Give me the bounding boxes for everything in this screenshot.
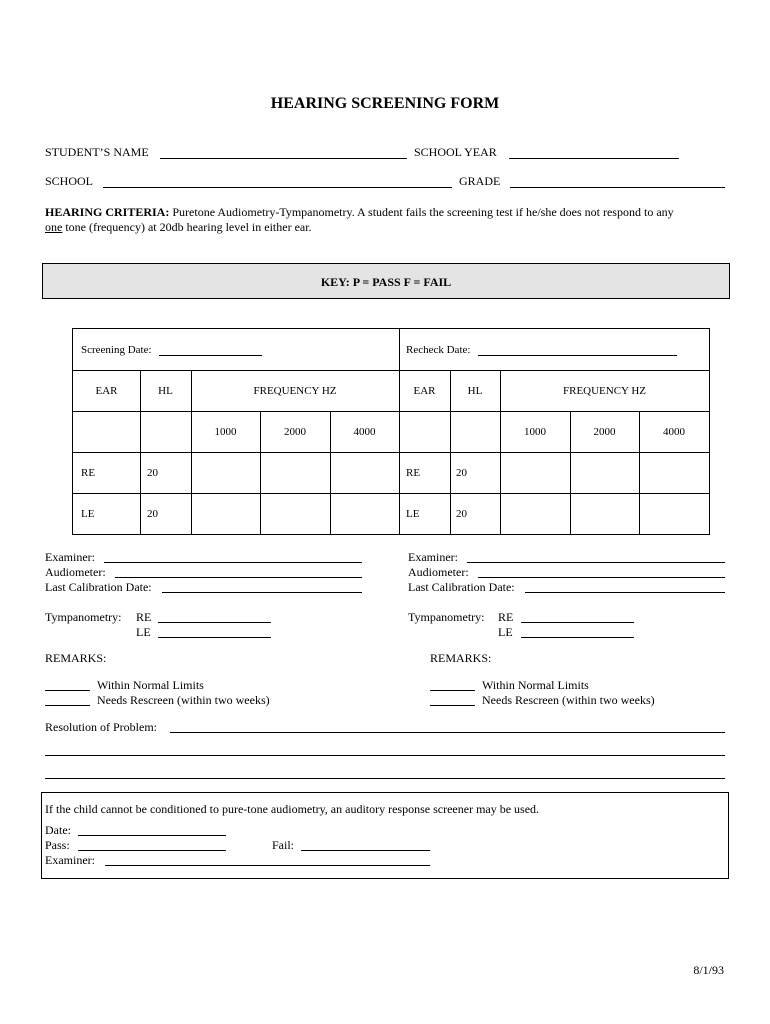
student-name-label: STUDENT’S NAME xyxy=(45,145,149,159)
auditory-screener-note: If the child cannot be conditioned to pure-tone audiometry, an auditory response screener may be used. xyxy=(45,802,540,816)
criteria-line-1 xyxy=(45,205,674,220)
freq-1000-left: 1000 xyxy=(214,426,237,438)
table-rule xyxy=(73,370,709,371)
re-hl-right: 20 xyxy=(456,467,467,479)
screening-date-field[interactable] xyxy=(159,355,262,356)
date-label: Date: xyxy=(45,823,71,837)
resolution-label: Resolution of Problem: xyxy=(45,720,157,734)
freq-4000-right: 4000 xyxy=(663,426,685,438)
examiner-field-right[interactable] xyxy=(467,562,725,563)
freq-header-right: FREQUENCY HZ xyxy=(562,385,646,397)
resolution-field-line-2[interactable] xyxy=(45,755,725,756)
hl-header-left: HL xyxy=(158,385,173,397)
remark-check-2-left[interactable] xyxy=(45,705,90,706)
remark-check-2-right[interactable] xyxy=(430,705,475,706)
tymp-re-field-right[interactable] xyxy=(521,622,634,623)
table-rule xyxy=(73,452,709,453)
tymp-re-field-left[interactable] xyxy=(158,622,271,623)
tymp-le-label-left: LE xyxy=(136,625,151,639)
tymp-le-label-right: LE xyxy=(498,625,513,639)
calibration-field-right[interactable] xyxy=(525,592,725,593)
student-name-field[interactable] xyxy=(160,158,407,159)
ear-header-right: EAR xyxy=(413,385,436,397)
screening-table xyxy=(72,328,710,535)
freq-header-left: FREQUENCY HZ xyxy=(253,385,337,397)
page-title: HEARING SCREENING FORM xyxy=(270,95,500,112)
recheck-date-field[interactable] xyxy=(478,355,677,356)
table-rule xyxy=(73,493,709,494)
examiner-field-left[interactable] xyxy=(104,562,362,563)
ear-header-left: EAR xyxy=(95,385,118,397)
auditory-screener-box xyxy=(41,792,729,879)
calibration-label-right: Last Calibration Date: xyxy=(408,580,515,594)
tymp-le-field-right[interactable] xyxy=(521,637,634,638)
calibration-label-left: Last Calibration Date: xyxy=(45,580,152,594)
tympanometry-label-left: Tympanometry: xyxy=(45,610,122,624)
remark-check-1-right[interactable] xyxy=(430,690,475,691)
re-label-right: RE xyxy=(406,467,421,479)
tympanometry-label-right: Tympanometry: xyxy=(408,610,485,624)
key-box xyxy=(42,263,730,299)
criteria-emphasis: one xyxy=(45,220,63,234)
fail-label: Fail: xyxy=(272,838,295,852)
key-label: KEY: P = PASS F = FAIL xyxy=(320,275,452,289)
screening-date-label: Screening Date: xyxy=(81,344,152,356)
examiner-label-bottom: Examiner: xyxy=(45,853,95,867)
revision-date: 8/1/93 xyxy=(693,963,724,977)
remarks-label-right: REMARKS: xyxy=(430,651,492,665)
criteria-line-2 xyxy=(45,220,312,235)
criteria-text-1: Puretone Audiometry-Tympanometry. A student fails the screening test if he/she does not respond to any xyxy=(172,205,674,219)
audiometer-field-left[interactable] xyxy=(115,577,362,578)
tymp-re-label-left: RE xyxy=(136,610,152,624)
table-rule xyxy=(73,411,709,412)
tymp-re-label-right: RE xyxy=(498,610,514,624)
hl-header-right: HL xyxy=(467,385,483,397)
resolution-field-line-3[interactable] xyxy=(45,778,725,779)
criteria-text-2: tone (frequency) at 20db hearing level in either ear. xyxy=(65,220,312,234)
audiometer-field-right[interactable] xyxy=(478,577,725,578)
tymp-le-field-left[interactable] xyxy=(158,637,271,638)
audiometer-label-right: Audiometer: xyxy=(408,565,469,579)
grade-label: GRADE xyxy=(459,174,501,188)
remark-option-2-right: Needs Rescreen (within two weeks) xyxy=(482,693,655,707)
freq-2000-left: 2000 xyxy=(284,426,306,438)
pass-field[interactable] xyxy=(78,850,226,851)
date-field[interactable] xyxy=(78,835,226,836)
school-year-field[interactable] xyxy=(509,158,679,159)
school-year-label: SCHOOL YEAR xyxy=(414,145,497,159)
table-divider xyxy=(399,329,400,534)
resolution-field[interactable] xyxy=(170,732,725,733)
le-hl-right: 20 xyxy=(456,508,467,520)
grade-field[interactable] xyxy=(510,187,725,188)
freq-4000-left: 4000 xyxy=(353,426,376,438)
remark-option-1-right: Within Normal Limits xyxy=(482,678,589,692)
le-label-right: LE xyxy=(406,508,420,520)
examiner-field-bottom[interactable] xyxy=(105,865,430,866)
remark-option-1-left: Within Normal Limits xyxy=(97,678,204,692)
audiometer-label-left: Audiometer: xyxy=(45,565,106,579)
le-hl-left: 20 xyxy=(147,508,158,520)
recheck-date-label: Recheck Date: xyxy=(406,344,471,356)
pass-label: Pass: xyxy=(45,838,70,852)
re-hl-left: 20 xyxy=(147,467,158,479)
school-label: SCHOOL xyxy=(45,174,94,188)
examiner-label-right: Examiner: xyxy=(408,550,458,564)
re-label-left: RE xyxy=(81,467,96,479)
criteria-label: HEARING CRITERIA: xyxy=(45,205,170,219)
fail-field[interactable] xyxy=(301,850,430,851)
remark-option-2-left: Needs Rescreen (within two weeks) xyxy=(97,693,270,707)
calibration-field-left[interactable] xyxy=(162,592,362,593)
freq-2000-right: 2000 xyxy=(593,426,616,438)
remarks-label-left: REMARKS: xyxy=(45,651,107,665)
freq-1000-right: 1000 xyxy=(524,426,546,438)
examiner-label-left: Examiner: xyxy=(45,550,95,564)
school-field[interactable] xyxy=(103,187,452,188)
le-label-left: LE xyxy=(81,508,95,520)
remark-check-1-left[interactable] xyxy=(45,690,90,691)
